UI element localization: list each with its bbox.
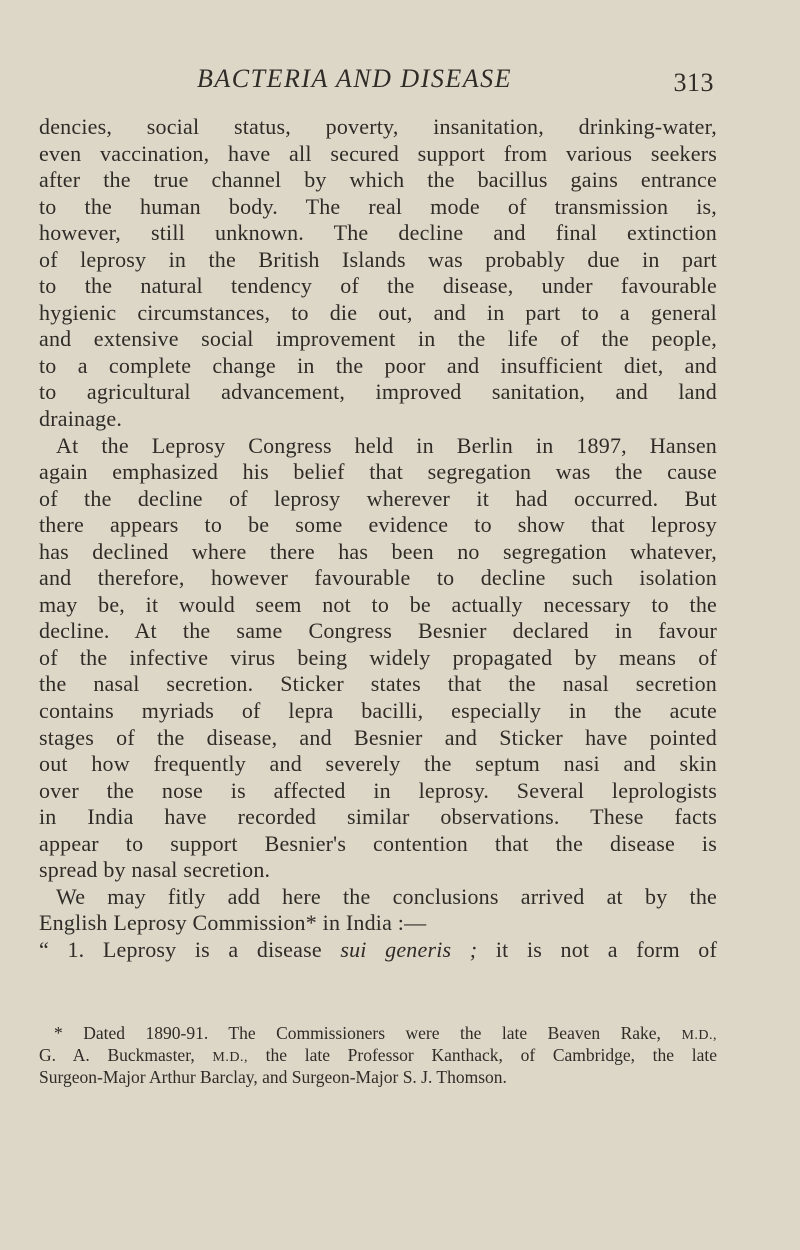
text-line: again emphasized his belief that segregation was the cause bbox=[39, 459, 717, 485]
text-line: the nasal secretion. Sticker states that the nasal secretion bbox=[39, 671, 717, 697]
text-line: to the natural tendency of the disease, under favourable bbox=[39, 273, 717, 299]
text-line: has declined where there has been no segregation whatever, bbox=[39, 538, 717, 564]
text-line: over the nose is affected in leprosy. Several leprologists bbox=[39, 777, 717, 803]
footnote bbox=[39, 1022, 717, 1088]
text-line: to the human body. The real mode of transmission is, bbox=[39, 193, 717, 219]
text-line: dencies, social status, poverty, insanitation, drinking-water, bbox=[39, 114, 717, 139]
text-line: At the Leprosy Congress held in Berlin in 1897, Hansen bbox=[56, 432, 717, 458]
running-head: BACTERIA AND DISEASE bbox=[197, 64, 513, 93]
degree-abbrev: M.D., bbox=[212, 1050, 248, 1065]
text-line: of the infective virus being widely propagated by means of bbox=[39, 644, 717, 670]
text-run: it is not a form of bbox=[477, 936, 717, 962]
text-line: We may fitly add here the conclusions arrived at by the bbox=[56, 883, 717, 909]
footnote-line: Surgeon-Major Arthur Barclay, and Surgeon-Major S. J. Thomson. bbox=[39, 1067, 507, 1087]
footnote-line bbox=[39, 1022, 717, 1044]
text-line: to agricultural advancement, improved sanitation, and land bbox=[39, 379, 717, 405]
text-line: after the true channel by which the bacillus gains entrance bbox=[39, 167, 717, 193]
text-line: decline. At the same Congress Besnier declared in favour bbox=[39, 618, 717, 644]
italic-term: sui generis ; bbox=[340, 936, 478, 962]
degree-abbrev: M.D., bbox=[681, 1028, 717, 1043]
text-line: there appears to be some evidence to show that leprosy bbox=[39, 512, 717, 538]
text-run: the late Professor Kanthack, of Cambridge, the late bbox=[247, 1045, 717, 1065]
text-line: and therefore, however favourable to decline such isolation bbox=[39, 565, 717, 591]
page-number: 313 bbox=[673, 68, 714, 97]
text-line: English Leprosy Commission* in India :— bbox=[39, 910, 427, 936]
text-line: appear to support Besnier's contention that the disease is bbox=[39, 830, 717, 856]
text-run: * Dated 1890-91. The Commissioners were the late Beaven Rake, bbox=[54, 1023, 682, 1043]
text-line: drainage. bbox=[39, 406, 123, 432]
text-line: of leprosy in the British Islands was probably due in part bbox=[39, 246, 717, 272]
text-line: in India have recorded similar observations. These facts bbox=[39, 804, 717, 830]
text-line: contains myriads of lepra bacilli, especially in the acute bbox=[39, 698, 717, 724]
text-line: of the decline of leprosy wherever it had occurred. But bbox=[39, 485, 717, 511]
text-line: to a complete change in the poor and insufficient diet, and bbox=[39, 352, 717, 378]
text-line: out how frequently and severely the septum nasi and skin bbox=[39, 751, 717, 777]
text-line: spread by nasal secretion. bbox=[39, 857, 271, 883]
body-text bbox=[39, 114, 717, 964]
footnote-line bbox=[39, 1044, 717, 1066]
page-header bbox=[0, 64, 800, 100]
text-line: however, still unknown. The decline and final extinction bbox=[39, 220, 717, 246]
text-run: G. A. Buckmaster, bbox=[39, 1045, 213, 1065]
text-line: and extensive social improvement in the life of the people, bbox=[39, 326, 717, 352]
text-line: even vaccination, have all secured support from various seekers bbox=[39, 140, 717, 166]
text-line: stages of the disease, and Besnier and Sticker have pointed bbox=[39, 724, 717, 750]
text-line bbox=[39, 937, 717, 964]
text-line: may be, it would seem not to be actually necessary to the bbox=[39, 591, 717, 617]
text-line: hygienic circumstances, to die out, and in part to a general bbox=[39, 299, 717, 325]
text-run: “ 1. Leprosy is a disease bbox=[39, 936, 341, 962]
